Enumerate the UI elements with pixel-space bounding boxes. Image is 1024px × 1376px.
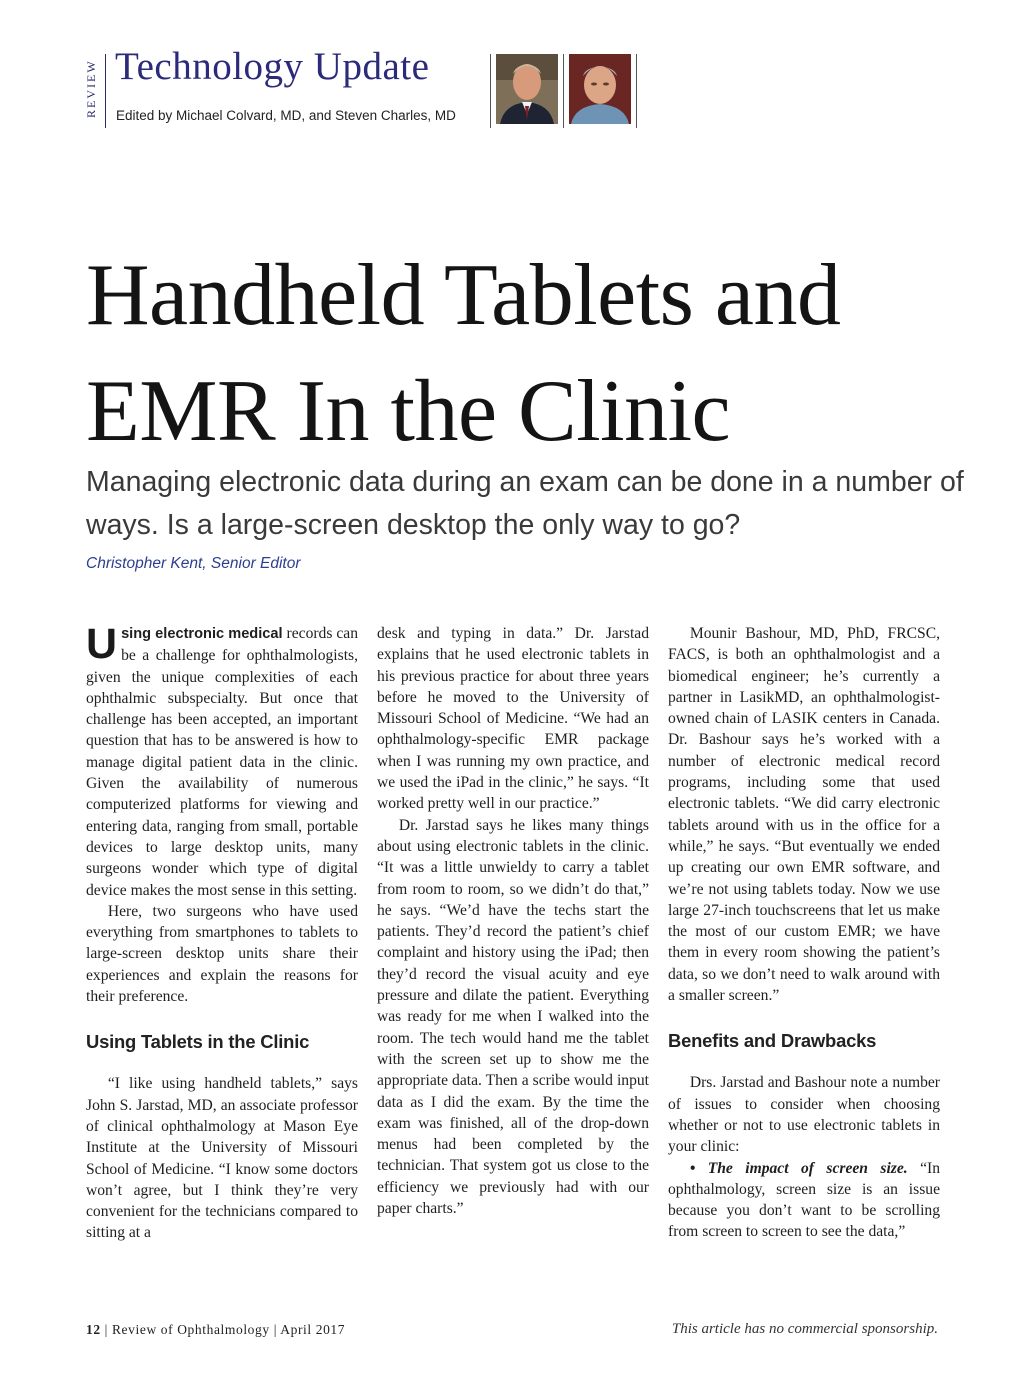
- drop-cap: U: [86, 620, 118, 668]
- headline-line-1: Handheld Tablets and: [86, 247, 841, 344]
- editor-photo-colvard: [496, 54, 558, 124]
- lead-in: sing electronic medical: [121, 626, 283, 642]
- article-column-2: [377, 623, 649, 1219]
- paragraph: Mounir Bashour, MD, PhD, FRCSC, FACS, is both an ophthalmologist and a biomedical engineer; he’s currently a partner in LasikMD, an ophthalmologist-owned chain of LASIK centers in Canada. Dr. Bashour says he’s worked with a number of electronic medical record programs, including some that used electronic tablets. “We did carry electronic tablets around with us in the office for a while,” he says. “But eventually we ended up creating our own EMR software, and we’re not using tablets today. Now we use large 27-inch touchscreens that let us make the most of our custom EMR; we have them in every room showing the patient’s data, so we don’t need to walk around with a smaller screen.”: [668, 625, 940, 1005]
- publication-info: | Review of Ophthalmology | April 2017: [100, 1322, 346, 1337]
- page-footer: [86, 1322, 345, 1338]
- article-column-1: [86, 620, 359, 1244]
- article-column-3: [668, 623, 940, 1243]
- paragraph: “I like using handheld tablets,” says John S. Jarstad, MD, an associate professor of clinical ophthalmology at Mason Eye Institute at the University of Missouri School of Medicine. “I know some doctors won’t agree, but I think they’re very convenient for the technicians compared to sitting at a: [86, 1075, 358, 1242]
- paragraph: Dr. Jarstad says he likes many things about using electronic tablets in the clinic. “It was a little unwieldy to carry a tablet from room to room, so we didn’t do that,” he says. “We’d have the techs start the patients. They’d record the patient’s chief complaint and history using the iPad; then they’d record the visual acuity and eye pressure and dilate the patient. Everything was ready for me when I walked into the room. The tech would hand me the tablet with the screen set up to show me the appropriate data. Then a scribe would input data as I did the exam. By the time the exam was finished, all of the drop-down menus had been completed by the technician. That system got us close to the efficiency we previously had with our paper charts.”: [377, 816, 649, 1218]
- article-headline: [86, 238, 966, 470]
- editor-photo-charles: [569, 54, 631, 124]
- page-number: 12: [86, 1322, 101, 1337]
- byline: Christopher Kent, Senior Editor: [86, 555, 301, 572]
- sponsorship-note: This article has no commercial sponsorship.: [671, 1321, 938, 1337]
- paragraph: Here, two surgeons who have used everything from smartphones to tablets to large-screen desktop units share their experiences and explain the reasons for their preference.: [86, 902, 358, 1006]
- editors-line: Edited by Michael Colvard, MD, and Steven Charles, MD: [116, 108, 456, 123]
- bullet-lead: • The impact of screen size.: [689, 1159, 908, 1177]
- header-divider: [105, 54, 106, 128]
- photo-divider: [563, 54, 564, 128]
- headline-line-2: EMR In the Clinic: [86, 363, 731, 460]
- paragraph-text: records can be a challenge for ophthalmologists, given the unique complexities of each ophthalmic subspecialty. But once that challenge has been accepted, an important question that has to be answered is how to manage digital patient data in the clinic. Given the availability of numerous computerized platforms for viewing and entering data, ranging from small, portable devices to large desktop units, many surgeons wonder which type of digital device makes the most sense in this setting.: [86, 625, 359, 899]
- bullet-paragraph: [668, 1158, 940, 1243]
- paragraph: [86, 620, 359, 901]
- section-title: Technology Update: [115, 45, 430, 88]
- paragraph: desk and typing in data.” Dr. Jarstad explains that he used electronic tablets in his previous practice for about three years before he moved to the University of Missouri School of Medicine. “We had an ophthalmology-specific EMR package when I was running my own practice, and we used the iPad in the clinic,” he says. “It worked pretty well in our practice.”: [377, 625, 649, 813]
- subhead-using-tablets: Using Tablets in the Clinic: [86, 1031, 310, 1053]
- photo-divider: [636, 54, 637, 128]
- section-header: [84, 46, 644, 130]
- review-label: REVIEW: [84, 59, 98, 119]
- paragraph: Drs. Jarstad and Bashour note a number of issues to consider when choosing whether or not to use electronic tablets in your clinic:: [668, 1074, 940, 1156]
- paragraph-text: “In ophthalmology, screen size is an issue because you don’t want to be scrolling from screen to screen to see the data,”: [668, 1159, 941, 1241]
- photo-divider: [490, 54, 491, 128]
- article-deck: Managing electronic data during an exam can be done in a number of ways. Is a large-screen desktop the only way to go?: [86, 466, 964, 541]
- subhead-benefits-drawbacks: Benefits and Drawbacks: [668, 1030, 877, 1052]
